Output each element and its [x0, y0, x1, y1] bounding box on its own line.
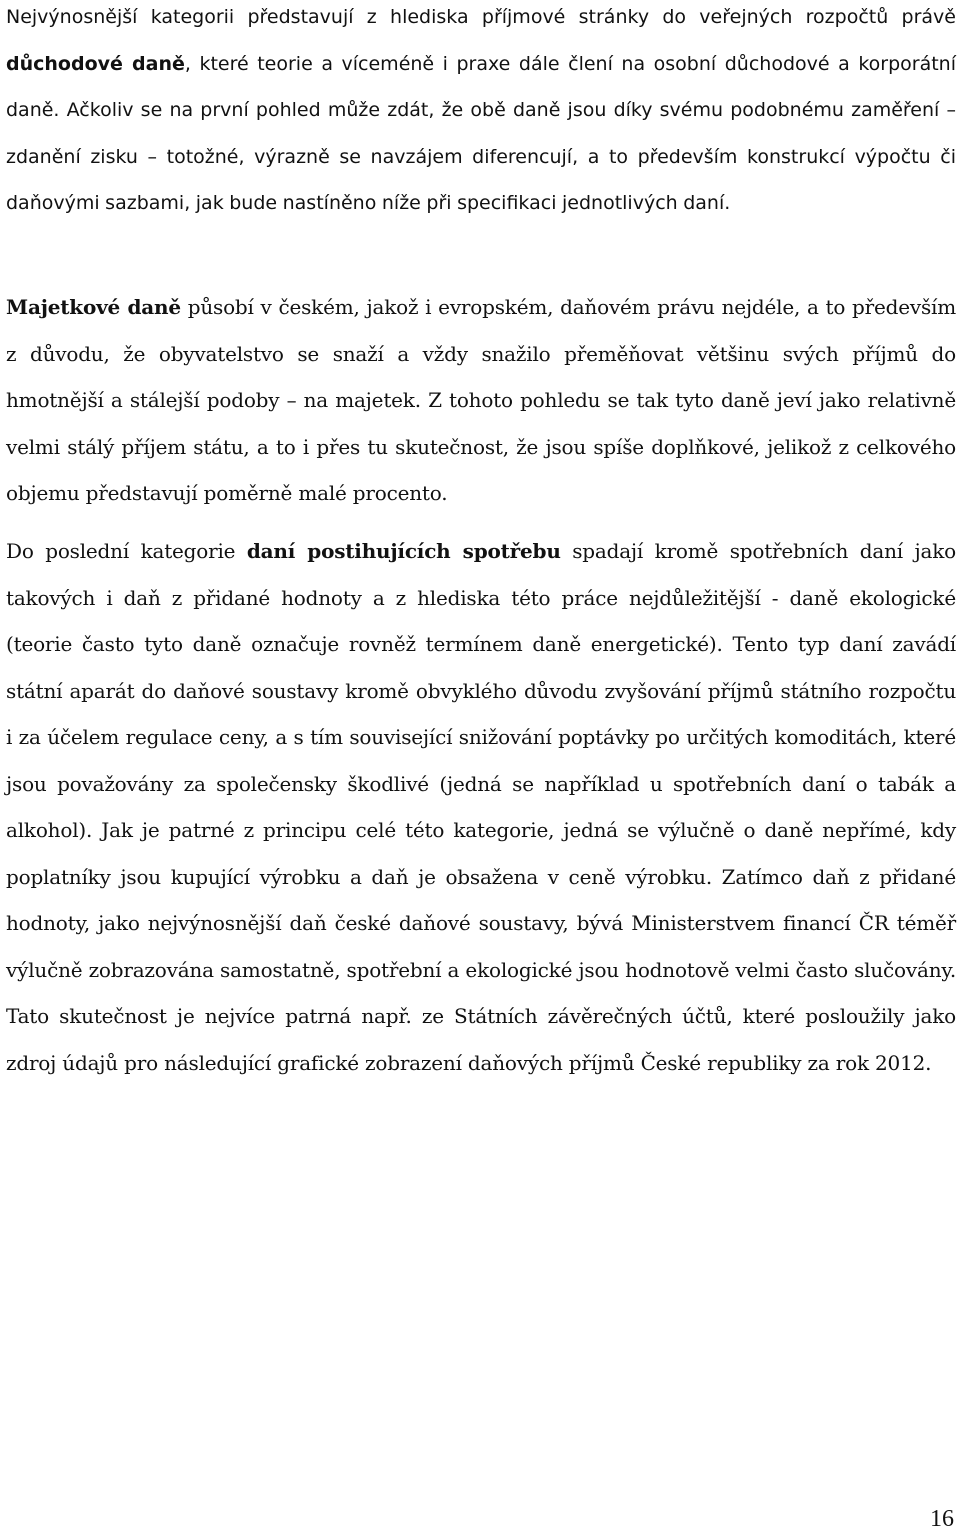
term-income-taxes: důchodové daně [6, 52, 185, 75]
paragraph-1-text-1: Nejvýnosnější kategorii představují z hlediska příjmové stránky do veřejných rozpočtů právě [6, 6, 956, 28]
paragraph-consumption-taxes [6, 528, 956, 1086]
paragraph-property-taxes [6, 284, 956, 517]
page-number: 16 [930, 1506, 954, 1532]
paragraph-1-text-2: , které teorie a víceméně i praxe dále člení na osobní důchodové a korporátní daně. Ačkoliv se na první pohled může zdát, že obě daně jsou díky svému podobnému zaměření – zdanění zisku – totožné, výrazně se navzájem diferencují, a to především konstrukcí výpočtu či daňovými sazbami, jak bude nastíněno níže při specifikaci jednotlivých daní. [6, 52, 957, 214]
paragraph-3-text-1: Do poslední kategorie [6, 539, 247, 563]
paragraph-2-text-1: působí v českém, jakož i evropském, daňovém právu nejdéle, a to především z důvodu, že obyvatelstvo se snaží a vždy snažilo přeměňovat většinu svých příjmů do hmotnější a stálejší podoby – na majetek. Z tohoto pohledu se tak tyto daně jeví jako relativně velmi stálý příjem státu, a to i přes tu skutečnost, že jsou spíše doplňkové, jelikož z celkového objemu představují poměrně malé procento. [6, 295, 956, 505]
paragraph-3-text-2: spadají kromě spotřebních daní jako takových i daň z přidané hodnoty a z hlediska této práce nejdůležitější - daně ekologické (teorie často tyto daně označuje rovněž termínem daně energetické). Tento typ daní zavádí státní aparát do daňové soustavy kromě obvyklého důvodu zvyšování příjmů státního rozpočtu i za účelem regulace ceny, a s tím související snižování poptávky po určitých komoditách, které jsou považovány za společensky škodlivé (jedná se například u spotřebních daní o tabák a alkohol). Jak je patrné z principu celé této kategorie, jedná se výlučně o daně nepřímé, kdy poplatníky jsou kupující výrobku a daň je obsažena v ceně výrobku. Zatímco daň z přidané hodnoty, jako nejvýnosnější daň české daňové soustavy, bývá Ministerstvem financí ČR téměř výlučně zobrazována samostatně, spotřební a ekologické jsou hodnotově velmi často slučovány. Tato skutečnost je nejvíce patrná např. ze Státních závěrečných účtů, které posloužily jako zdroj údajů pro následující grafické zobrazení daňových příjmů České republiky za rok 2012. [6, 539, 956, 1075]
term-property-taxes: Majetkové daně [6, 295, 181, 319]
term-consumption-taxes: daní postihujících spotřebu [246, 539, 561, 563]
document-page [6, 0, 956, 1533]
paragraph-income-taxes [6, 0, 956, 227]
